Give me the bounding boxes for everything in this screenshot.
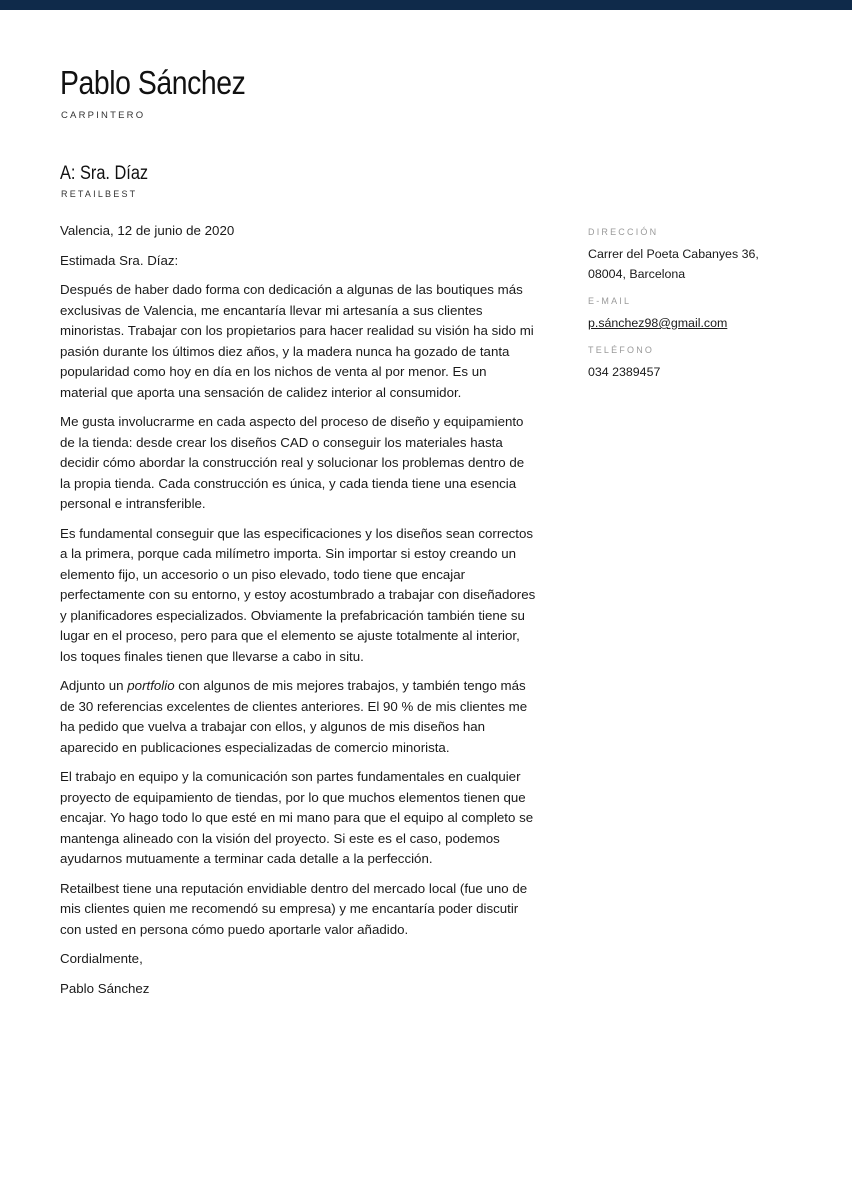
email-link[interactable]: p.sánchez98@gmail.com (588, 316, 728, 330)
letter-paragraph-6: Retailbest tiene una reputación envidiable dentro del mercado local (fue uno de mis clientes quien me recomendó su empresa) y me encantaría poder discutir con usted en persona cómo puedo aportarle valor añadido. (60, 880, 528, 937)
letter-signature: Pablo Sánchez (60, 980, 150, 996)
contact-sidebar (588, 226, 788, 393)
letter-date: Valencia, 12 de junio de 2020 (60, 223, 235, 238)
letter-greeting: Estimada Sra. Díaz: (60, 252, 179, 268)
letter-paragraph-3: Es fundamental conseguir que las especificaciones y los diseños sean correctos a la primera, porque cada milímetro importa. Sin importar si estoy creando un elemento fijo, un accesorio o un piso elevado, todo tiene que encajar perfectamente con su entorno, y estoy acostumbrado a trabajar con diseñadores y planificadores especializados. Obviamente la prefabricación también tiene su lugar en el proceso, pero para que el elemento se ajuste totalmente al interior, los toques finales tienen que llevarse a cabo in situ. (60, 525, 536, 664)
phone-value: 034 2389457 (588, 365, 661, 379)
recipient-name: A: Sra. Díaz (60, 163, 149, 184)
phone-label: TELÉFONO (588, 345, 655, 355)
header-accent-bar (0, 0, 852, 10)
applicant-role: CARPINTERO (61, 110, 146, 121)
letter-closing: Cordialmente, (60, 951, 143, 966)
email-label: E-MAIL (588, 296, 632, 306)
letter-paragraph-5: El trabajo en equipo y la comunicación son partes fundamentales en cualquier proyecto de equipamiento de tiendas, por lo que muchos elementos tienen que encajar. Yo hago todo lo que esté en mi mano para que el equipo al completo se mantenga alineado con la visión del proyecto. Si este es el caso, podemos ayudarnos mutuamente a terminar cada detalle a la perfección. (60, 769, 534, 866)
letter-paragraph-2: Me gusta involucrarme en cada aspecto del proceso de diseño y equipamiento de la tienda: desde crear los diseños CAD o conseguir los materiales hasta decidir cómo abordar la construcción real y solucionar los problemas dentro de la propia tienda. Cada construcción es única, y cada tienda tiene una esencia personal e intransferible. (60, 414, 525, 511)
address-line-2: 08004, Barcelona (588, 267, 686, 281)
applicant-name: Pablo Sánchez (60, 64, 246, 101)
address-label: DIRECCIÓN (588, 227, 659, 237)
letter-body (60, 221, 536, 1008)
email-value (588, 313, 788, 333)
paragraph-4-start: Adjunto un (60, 678, 128, 693)
portfolio-emphasis: portfolio (127, 678, 175, 693)
address-line-1: Carrer del Poeta Cabanyes 36, (588, 247, 759, 261)
letter-paragraph-4 (60, 676, 536, 758)
paragraph-4-rest: con algunos de mis mejores trabajos, y también tengo más de 30 referencias excelentes de clientes anteriores. El 90 % de mis clientes me ha pedido que vuelva a trabajar con ellos, y algunos de mis diseños han aparecido en publicaciones especializadas de comercio minorista. (60, 678, 528, 755)
recipient-company: RETAILBEST (61, 189, 138, 199)
address-value (588, 244, 788, 284)
letter-paragraph-1: Después de haber dado forma con dedicación a algunas de las boutiques más exclusivas de Valencia, me encantaría llevar mi artesanía a sus clientes minoristas. Trabajar con los propietarios para hacer realidad su visión ha sido mi pasión durante los últimos diez años, y la madera nunca ha gozado de tanta popularidad como hoy en día en los nichos de venta al por menor. Es un material que aporta una sensación de calidez interior al consumidor. (60, 282, 534, 400)
